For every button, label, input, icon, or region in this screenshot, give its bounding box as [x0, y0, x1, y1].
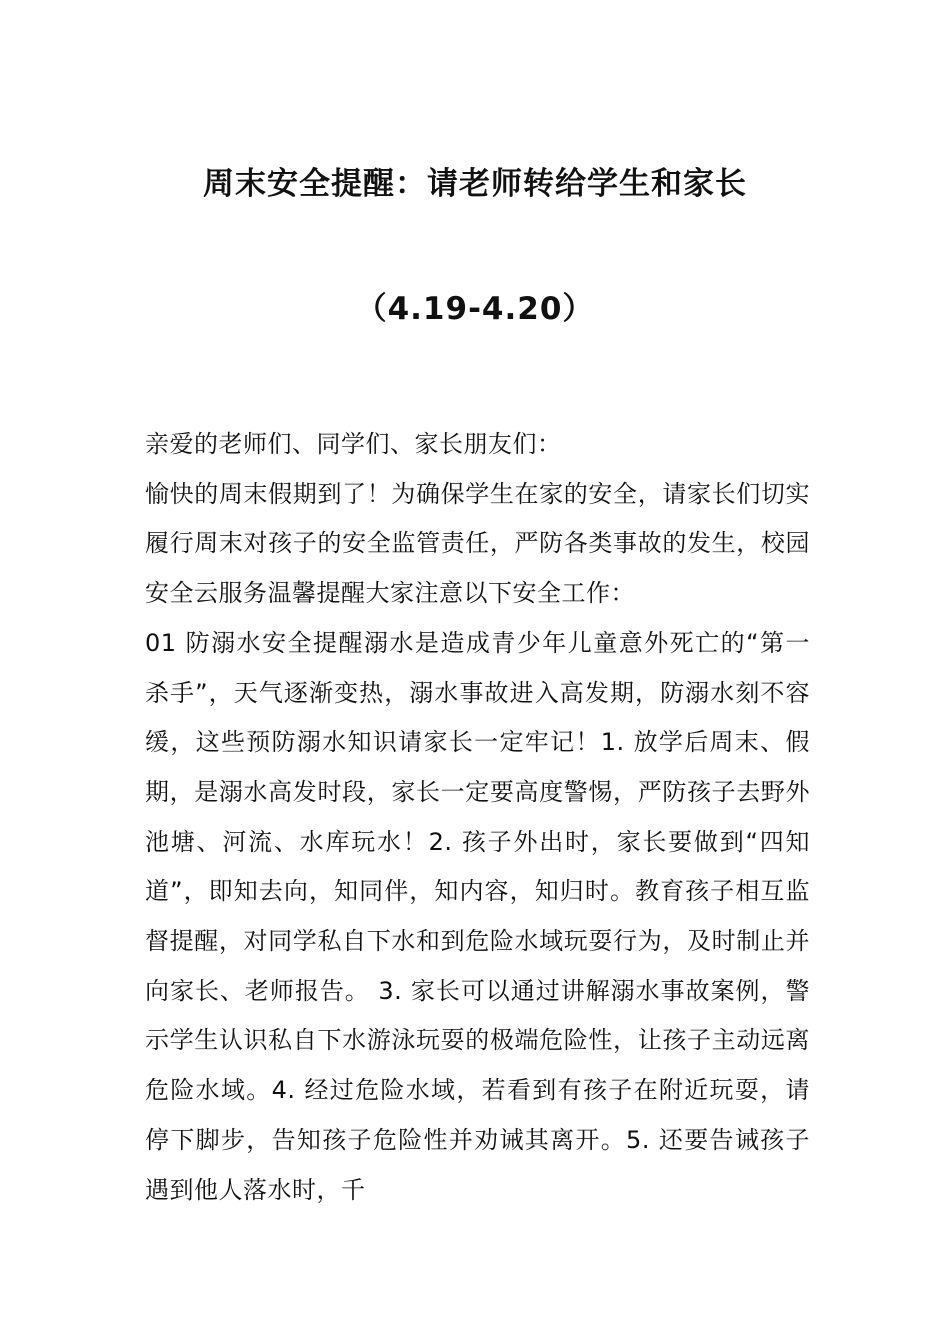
document-date-range: （4.19-4.20） — [355, 291, 595, 327]
greeting-paragraph: 亲爱的老师们、同学们、家长朋友们： — [145, 430, 562, 458]
document-title: 周末安全提醒：请老师转给学生和家长 — [203, 166, 747, 202]
section-01-paragraph: 01 防溺水安全提醒溺水是造成青少年儿童意外死亡的“第一杀手”，天气逐渐变热，溺水事故进入高发期，防溺水刻不容缓，这些预防溺水知识请家长一定牢记！1. 放学后周末、假期，是溺水高发时段，家长一定要高度警惕，严防孩子去野外池塘、河流、水库玩水！2. 孩子外出时，家长要做到“四知道”，即知去向，知同伴，知内容，知归时。教育孩子相互监督提醒，对同学私自下水和到危险水域玩耍行为，及时制止并向家长、老师报告。 3. 家长可以通过讲解溺水事故案例，警示学生认识私自下水游泳玩耍的极端危险性，让孩子主动远离危险水域。4. 经过危险水域，若看到有孩子在附近玩耍，请停下脚步，告知孩子危险性并劝诫其离开。5. 还要告诫孩子遇到他人落水时，千 — [145, 628, 810, 1204]
document-body — [145, 420, 810, 1215]
intro-paragraph: 愉快的周末假期到了！为确保学生在家的安全，请家长们切实履行周末对孩子的安全监管责任，严防各类事故的发生，校园安全云服务温馨提醒大家注意以下安全工作： — [145, 479, 810, 608]
